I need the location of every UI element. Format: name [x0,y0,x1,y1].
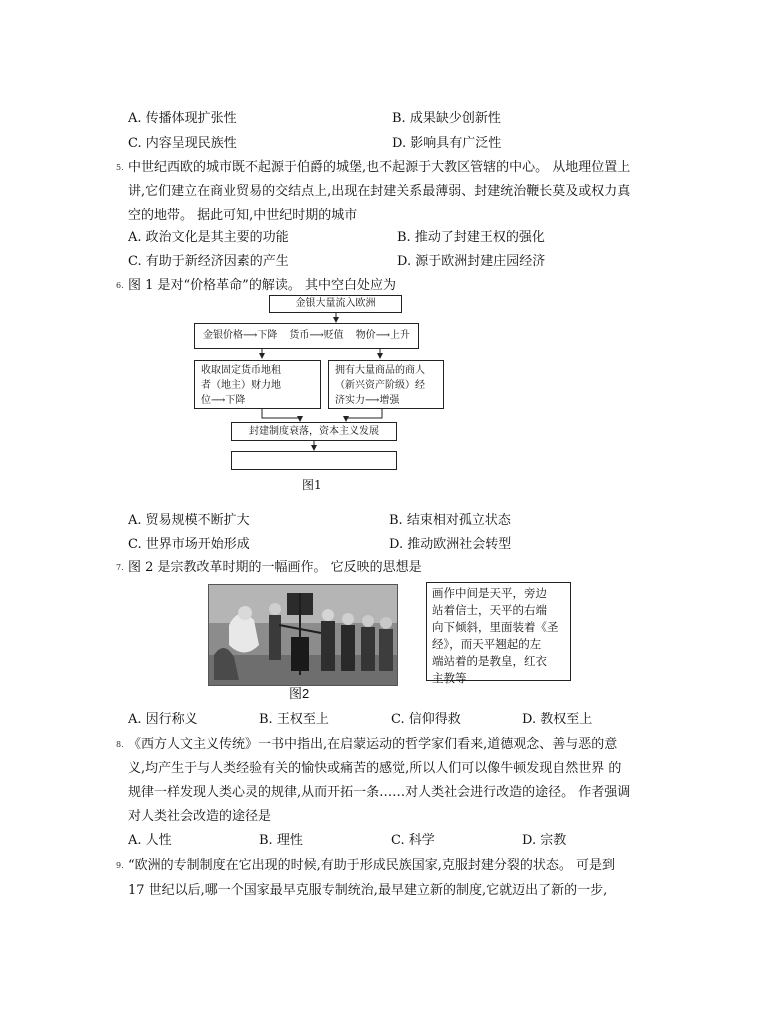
flow-right-result: 增强 [379,395,400,406]
q7-option-b: B. 王权至上 [259,712,329,727]
flow-mid-currency-result: 贬值 [323,330,344,341]
q6-number: 6. [116,281,124,290]
q7-number: 7. [116,563,124,572]
q4-option-a: A. 传播体现扩张性 [128,111,237,126]
flow-mid-gold: 金银价格 [203,330,243,341]
flow-mid-currency: 货币 [289,330,310,341]
q6-option-b: B. 结束相对孤立状态 [389,513,511,528]
arrow-right-icon: ⟶ [243,330,258,341]
flow-right-line1: 拥有大量商品的商人 [335,365,425,376]
reformation-engraving-image [208,584,398,686]
flow-mid-prices-result: 上升 [390,330,411,341]
q8-stem-line4: 对人类社会改造的途径是 [128,809,272,824]
arrow-right-icon: ⟶ [375,330,391,341]
flow-top-text: 金银大量流入欧洲 [295,298,376,309]
flow-mid-prices: 物价 [355,330,376,341]
flow-box-left [194,360,321,409]
q4-option-c: C. 内容呈现民族性 [128,136,237,151]
q6-option-c: C. 世界市场开始形成 [128,537,250,552]
arrow-right-icon: ⟶ [365,395,380,406]
q5-stem-line3: 空的地带。 据此可知,中世纪时期的城市 [128,208,358,223]
figure-2-label: 图2 [289,686,310,701]
flow-box-middle [194,323,419,349]
flow-box-bottom [231,422,397,441]
figure-2-caption-box [426,582,571,685]
q7-stem: 图 2 是宗教改革时期的一幅画作。 它反映的思想是 [128,560,422,575]
flow-right-line2: （新兴资产阶级）经 [335,380,425,391]
arrow-right-icon: ⟶ [211,395,226,406]
q9-stem-line2: 17 世纪以后,哪一个国家最早克服专制统治,最早建立新的制度,它就迈出了新的一步, [128,883,608,898]
flow-box-right [328,360,444,409]
q4-option-d: D. 影响具有广泛性 [392,136,502,151]
arrow-left-to-bottom [262,409,300,418]
q7-option-c: C. 信仰得救 [391,712,461,727]
caption-line5: 端站着的是教皇，红衣 [432,654,547,668]
caption-line6: 主教等 [432,671,467,685]
q6-option-a: A. 贸易规模不断扩大 [128,513,250,528]
q7-option-d: D. 教权至上 [522,712,593,727]
q5-number: 5. [116,163,124,172]
q5-option-d: D. 源于欧洲封建庄园经济 [397,254,546,269]
caption-line2: 站着信士，天平的右端 [432,603,547,617]
caption-line3: 向下倾斜，里面装着《圣 [432,620,559,634]
q8-option-b: B. 理性 [259,833,303,848]
flow-right-line3: 济实力 [335,395,365,406]
caption-line1: 画作中间是天平，旁边 [432,586,547,600]
flow-box-blank [231,451,397,470]
q5-option-b: B. 推动了封建王权的强化 [397,230,545,245]
q8-option-a: A. 人性 [128,833,172,848]
flow-left-line1: 收取固定货币地租 [201,365,281,376]
q8-number: 8. [116,740,124,749]
q8-stem-line3: 规律一样发现人类心灵的规律,从而开拓一条……对人类社会进行改造的途径。 作者强调 [128,785,631,800]
flow-left-line2: 者（地主）财力地 [201,380,281,391]
q8-stem-line1: 《西方人文主义传统》一书中指出,在启蒙运动的哲学家们看来,道德观念、善与恶的意 [128,737,618,752]
q7-option-a: A. 因行称义 [128,712,198,727]
q4-option-b: B. 成果缺少创新性 [392,111,501,126]
q5-stem-line2: 讲,它们建立在商业贸易的交结点上,出现在封建关系最薄弱、封建统治鞭长莫及或权力真 [128,184,631,199]
caption-line4: 经》，而天平翘起的左 [432,637,542,651]
arrow-right-to-bottom [346,409,382,418]
q8-stem-line2: 义,均产生于与人类经验有关的愉快或痛苦的感觉,所以人们可以像牛顿发现自然世界 的 [128,761,622,776]
q8-option-d: D. 宗教 [522,833,567,848]
flow-bottom-text: 封建制度衰落，资本主义发展 [249,426,379,437]
q6-stem: 图 1 是对“价格革命”的解读。 其中空白处应为 [128,278,396,293]
q9-number: 9. [116,861,124,870]
arrow-right-icon: ⟶ [309,330,324,341]
figure-1-label: 图1 [302,478,322,492]
q5-option-c: C. 有助于新经济因素的产生 [128,254,289,269]
q9-stem-line1: “欧洲的专制制度在它出现的时候,有助于形成民族国家,克服封建分裂的状态。 可是到 [128,858,616,873]
flow-box-top [269,295,402,313]
q5-stem-line1: 中世纪西欧的城市既不起源于伯爵的城堡,也不起源于大教区管辖的中心。 从地理位置上 [128,160,631,175]
q6-option-d: D. 推动欧洲社会转型 [389,537,512,552]
q5-option-a: A. 政治文化是其主要的功能 [128,230,289,245]
flow-left-result: 下降 [225,395,246,406]
engraving-illustration [209,585,397,685]
q8-option-c: C. 科学 [391,833,435,848]
flow-left-line3: 位 [201,395,211,406]
flow-mid-gold-result: 下降 [257,330,278,341]
